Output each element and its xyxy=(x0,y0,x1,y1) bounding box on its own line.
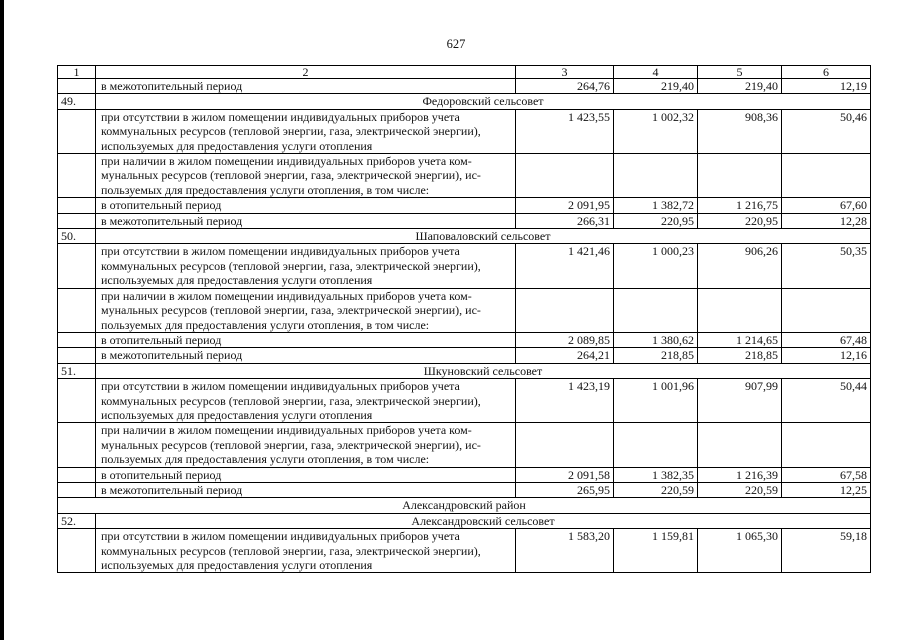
settlement-header-row xyxy=(58,229,871,244)
value-cell: 67,48 xyxy=(782,332,871,347)
empty-cell xyxy=(58,529,96,573)
value-cell: 219,40 xyxy=(698,79,782,94)
value-cell: 1 001,96 xyxy=(614,379,698,423)
row-label-line: пользуемых для предоставления услуги отопления, в том числе: xyxy=(101,452,430,467)
value-cell: 220,95 xyxy=(614,213,698,228)
empty-cell xyxy=(516,288,614,332)
empty-cell xyxy=(614,423,698,467)
with-meters-row xyxy=(58,423,871,467)
empty-cell xyxy=(58,109,96,153)
empty-cell xyxy=(782,288,871,332)
empty-cell xyxy=(782,154,871,198)
value-cell: 1 423,55 xyxy=(516,109,614,153)
empty-cell xyxy=(58,244,96,288)
empty-cell xyxy=(58,154,96,198)
row-label-line: коммунальных ресурсов (тепловой энергии, газа, электрической энергии), xyxy=(101,258,481,273)
settlement-header-row xyxy=(58,94,871,109)
row-label xyxy=(96,154,516,198)
no-meters-row xyxy=(58,244,871,288)
row-label: в межотопительный период xyxy=(96,348,516,363)
heating-period-row xyxy=(58,467,871,482)
value-cell: 1 000,23 xyxy=(614,244,698,288)
page-number: 627 xyxy=(446,37,466,51)
settlement-name: Александровский сельсовет xyxy=(96,513,871,528)
row-label xyxy=(96,244,516,288)
empty-cell xyxy=(58,467,96,482)
value-cell: 908,36 xyxy=(698,109,782,153)
empty-cell xyxy=(58,198,96,213)
value-cell: 2 091,58 xyxy=(516,467,614,482)
empty-cell xyxy=(58,482,96,497)
row-label-line: используемых для предоставления услуги отопления xyxy=(101,138,373,153)
district-row xyxy=(58,498,871,513)
empty-cell xyxy=(58,348,96,363)
settlement-name: Шаповаловский сельсовет xyxy=(96,229,871,244)
value-cell: 2 091,95 xyxy=(516,198,614,213)
column-number-cell: 3 xyxy=(516,66,614,79)
row-label xyxy=(96,529,516,573)
empty-cell xyxy=(698,288,782,332)
row-label-line: используемых для предоставления услуги отопления xyxy=(101,273,373,288)
row-label xyxy=(96,288,516,332)
settlement-number: 50. xyxy=(58,229,96,244)
row-label xyxy=(96,109,516,153)
with-meters-row xyxy=(58,154,871,198)
value-cell: 1 159,81 xyxy=(614,529,698,573)
row-label-line: коммунальных ресурсов (тепловой энергии, газа, электрической энергии), xyxy=(101,393,481,408)
value-cell: 1 382,72 xyxy=(614,198,698,213)
settlement-name: Федоровский сельсовет xyxy=(96,94,871,109)
no-meters-row xyxy=(58,379,871,423)
row-label-line: мунальных ресурсов (тепловой энергии, газа, электрической энергии), ис- xyxy=(101,303,481,318)
non-heating-period-row xyxy=(58,348,871,363)
row-label-line: мунальных ресурсов (тепловой энергии, газа, электрической энергии), ис- xyxy=(101,437,481,452)
value-cell: 220,59 xyxy=(698,482,782,497)
heating-period-row xyxy=(58,198,871,213)
value-cell: 67,60 xyxy=(782,198,871,213)
empty-cell xyxy=(782,423,871,467)
no-meters-row xyxy=(58,109,871,153)
value-cell: 264,76 xyxy=(516,79,614,94)
empty-cell xyxy=(614,288,698,332)
value-cell: 1 382,35 xyxy=(614,467,698,482)
scan-edge xyxy=(0,0,4,640)
row-label: в отопительный период xyxy=(96,198,516,213)
no-meters-row xyxy=(58,529,871,573)
value-cell: 1 421,46 xyxy=(516,244,614,288)
empty-cell xyxy=(698,423,782,467)
value-cell: 1 380,62 xyxy=(614,332,698,347)
column-number-cell: 4 xyxy=(614,66,698,79)
settlement-number: 52. xyxy=(58,513,96,528)
settlement-number: 49. xyxy=(58,94,96,109)
row-label: в отопительный период xyxy=(96,332,516,347)
row-label: в межотопительный период xyxy=(96,79,516,94)
value-cell: 2 089,85 xyxy=(516,332,614,347)
value-cell: 12,28 xyxy=(782,213,871,228)
settlement-header-row xyxy=(58,363,871,378)
value-cell: 50,35 xyxy=(782,244,871,288)
value-cell: 50,44 xyxy=(782,379,871,423)
row-label-line: коммунальных ресурсов (тепловой энергии, газа, электрической энергии), xyxy=(101,543,481,558)
row-label-line: при отсутствии в жилом помещении индивидуальных приборов учета xyxy=(101,244,460,259)
heating-period-row xyxy=(58,332,871,347)
tariff-table xyxy=(57,65,871,573)
empty-cell xyxy=(698,154,782,198)
row-label: в отопительный период xyxy=(96,467,516,482)
empty-cell xyxy=(58,423,96,467)
column-number-cell: 5 xyxy=(698,66,782,79)
carryover-row xyxy=(58,79,871,94)
row-label-line: при отсутствии в жилом помещении индивидуальных приборов учета xyxy=(101,529,460,544)
district-name: Александровский район xyxy=(58,498,871,513)
row-label-line: используемых для предоставления услуги отопления xyxy=(101,407,373,422)
empty-cell xyxy=(58,379,96,423)
value-cell: 220,95 xyxy=(698,213,782,228)
value-cell: 907,99 xyxy=(698,379,782,423)
value-cell: 1 583,20 xyxy=(516,529,614,573)
row-label-line: коммунальных ресурсов (тепловой энергии, газа, электрической энергии), xyxy=(101,124,481,139)
value-cell: 219,40 xyxy=(614,79,698,94)
value-cell: 220,59 xyxy=(614,482,698,497)
value-cell: 218,85 xyxy=(698,348,782,363)
empty-cell xyxy=(58,79,96,94)
empty-cell xyxy=(58,213,96,228)
value-cell: 264,21 xyxy=(516,348,614,363)
empty-cell xyxy=(516,423,614,467)
value-cell: 906,26 xyxy=(698,244,782,288)
row-label-line: при наличии в жилом помещении индивидуальных приборов учета ком- xyxy=(101,154,472,169)
value-cell: 1 065,30 xyxy=(698,529,782,573)
value-cell: 1 002,32 xyxy=(614,109,698,153)
row-label-line: пользуемых для предоставления услуги отопления, в том числе: xyxy=(101,317,430,332)
row-label-line: используемых для предоставления услуги отопления xyxy=(101,558,373,572)
row-label xyxy=(96,423,516,467)
row-label: в межотопительный период xyxy=(96,482,516,497)
non-heating-period-row xyxy=(58,213,871,228)
row-label-line: мунальных ресурсов (тепловой энергии, газа, электрической энергии), ис- xyxy=(101,168,481,183)
row-label-line: при наличии в жилом помещении индивидуальных приборов учета ком- xyxy=(101,288,472,303)
row-label-line: при отсутствии в жилом помещении индивидуальных приборов учета xyxy=(101,109,460,124)
column-number-row xyxy=(58,66,871,79)
value-cell: 218,85 xyxy=(614,348,698,363)
settlement-name: Шкуновский сельсовет xyxy=(96,363,871,378)
row-label: в межотопительный период xyxy=(96,213,516,228)
row-label-line: пользуемых для предоставления услуги отопления, в том числе: xyxy=(101,182,430,197)
value-cell: 67,58 xyxy=(782,467,871,482)
value-cell: 1 214,65 xyxy=(698,332,782,347)
settlement-header-row xyxy=(58,513,871,528)
value-cell: 50,46 xyxy=(782,109,871,153)
row-label xyxy=(96,379,516,423)
empty-cell xyxy=(614,154,698,198)
non-heating-period-row xyxy=(58,482,871,497)
row-label-line: при наличии в жилом помещении индивидуальных приборов учета ком- xyxy=(101,423,472,438)
value-cell: 1 216,39 xyxy=(698,467,782,482)
empty-cell xyxy=(516,154,614,198)
value-cell: 1 423,19 xyxy=(516,379,614,423)
row-label-line: при отсутствии в жилом помещении индивидуальных приборов учета xyxy=(101,379,460,394)
column-number-cell: 6 xyxy=(782,66,871,79)
value-cell: 12,19 xyxy=(782,79,871,94)
empty-cell xyxy=(58,332,96,347)
with-meters-row xyxy=(58,288,871,332)
settlement-number: 51. xyxy=(58,363,96,378)
value-cell: 266,31 xyxy=(516,213,614,228)
value-cell: 12,25 xyxy=(782,482,871,497)
value-cell: 59,18 xyxy=(782,529,871,573)
value-cell: 1 216,75 xyxy=(698,198,782,213)
value-cell: 12,16 xyxy=(782,348,871,363)
value-cell: 265,95 xyxy=(516,482,614,497)
column-number-cell: 1 xyxy=(58,66,96,79)
empty-cell xyxy=(58,288,96,332)
column-number-cell: 2 xyxy=(96,66,516,79)
